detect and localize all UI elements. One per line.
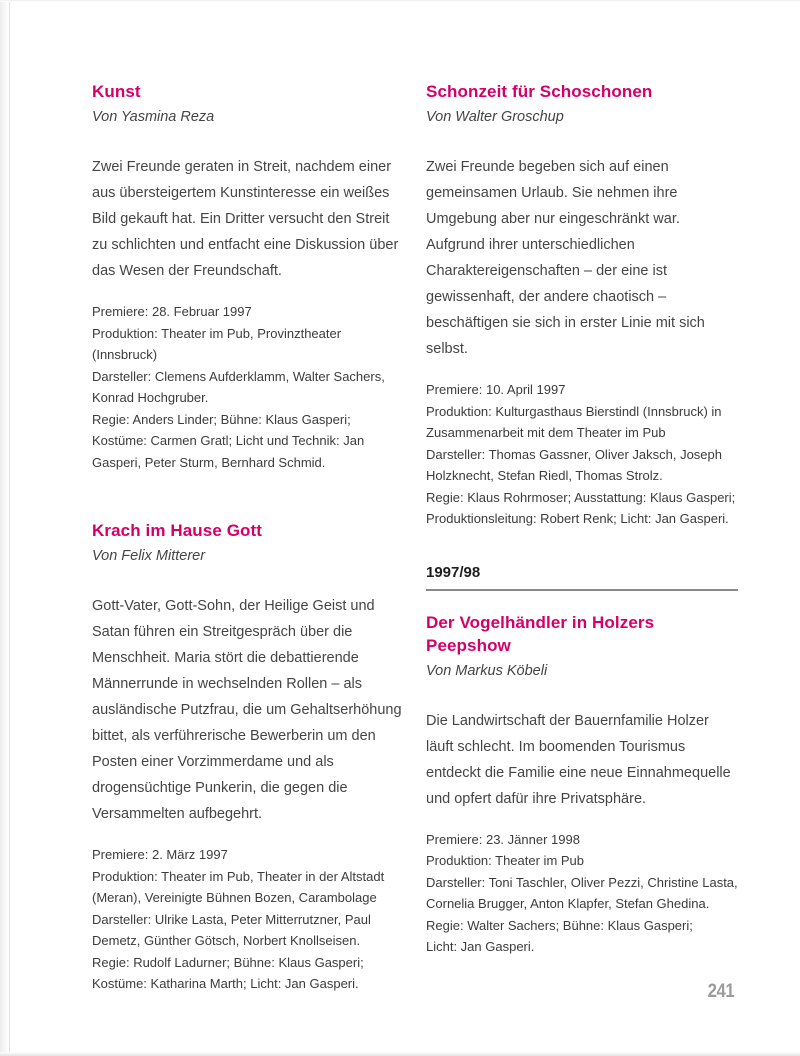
play-title: Schonzeit für Schoschonen	[426, 82, 653, 101]
page-edge-bottom	[0, 1052, 800, 1056]
play-synopsis: Zwei Freunde geraten in Streit, nachdem einer aus übersteigertem Kunstinteresse ein weißes Bild gekauft hat. Ein Dritter versucht den Streit zu schlichten und entfacht eine Diskussion über das Wesen der Freundschaft.	[92, 159, 399, 279]
play-entry-vogelhaendler	[426, 611, 738, 958]
credit-line-produktionsleitung: Produktionsleitung: Robert Renk; Licht: Jan Gasperi.	[426, 511, 729, 526]
play-entry-krach-im-hause-gott	[92, 519, 404, 995]
credit-line-kostueme: Kostüme: Katharina Marth; Licht: Jan Gasperi.	[92, 976, 359, 991]
play-credits	[426, 829, 738, 958]
page-edge-left	[0, 0, 10, 1056]
credit-line-kostueme: Kostüme: Carmen Gratl; Licht und Technik: Jan Gasperi, Peter Sturm, Bernhard Schmid.	[92, 433, 365, 470]
credit-line-premiere: Premiere: 2. März 1997	[92, 847, 228, 862]
play-credits	[92, 301, 404, 473]
credit-line-premiere: Premiere: 23. Jänner 1998	[426, 831, 580, 847]
play-synopsis: Die Landwirtschaft der Bauernfamilie Holzer läuft schlecht. Im boomenden Tourismus entdeckt die Familie eine neue Einnahmequelle und opfert dafür ihre Privatsphäre.	[426, 712, 731, 807]
credit-line-regie: Regie: Walter Sachers; Bühne: Klaus Gasperi;	[426, 917, 693, 933]
play-byline: Von Yasmina Reza	[92, 109, 215, 125]
credit-line-licht: Licht: Jan Gasperi.	[426, 939, 535, 954]
page-edge-top	[0, 0, 800, 2]
play-synopsis: Zwei Freunde begeben sich auf einen gemeinsamen Urlaub. Sie nehmen ihre Umgebung aber nur eingeschränkt war. Aufgrund ihrer unterschiedlichen Charaktereigenschaften – der eine ist gewissenhaft, der andere chaotisch – beschäftigen sie sich in erster Linie mit sich selbst.	[426, 159, 705, 357]
play-byline: Von Felix Mitterer	[92, 548, 206, 564]
play-entry-schonzeit	[426, 80, 738, 530]
credit-line-regie: Regie: Klaus Rohrmoser; Ausstattung: Klaus Gasperi;	[426, 489, 736, 505]
play-credits	[92, 844, 404, 995]
credit-line-produktion: Produktion: Theater im Pub, Provinztheater (Innsbruck)	[92, 325, 342, 362]
page-number: 241	[707, 981, 734, 1002]
credit-line-regie: Regie: Rudolf Ladurner; Bühne: Klaus Gasperi;	[92, 954, 364, 970]
credit-line-produktion: Produktion: Theater im Pub, Theater in der Altstadt (Meran), Vereinigte Bühnen Bozen, Carambolage	[92, 868, 385, 905]
credit-line-regie: Regie: Anders Linder; Bühne: Klaus Gasperi;	[92, 411, 351, 427]
play-synopsis: Gott-Vater, Gott-Sohn, der Heilige Geist und Satan führen ein Streitgespräch über die Menschheit. Maria stört die debattierende Männerrunde in wechselnden Rollen – als ausländische Putzfrau, die um Gehaltserhöhung bittet, als verführerische Bewerberin um den Posten einer Vorzimmerdame und als drogensüchtige Punkerin, die gegen die Versammelten aufbegehrt.	[92, 598, 402, 822]
credit-line-darsteller: Darsteller: Clemens Aufderklamm, Walter Sachers, Konrad Hochgruber.	[92, 368, 385, 405]
left-column	[92, 80, 404, 995]
play-title: Krach im Hause Gott	[92, 521, 263, 540]
credit-line-premiere: Premiere: 28. Februar 1997	[92, 304, 252, 319]
credit-line-darsteller: Darsteller: Toni Taschler, Oliver Pezzi, Christine Lasta, Cornelia Brugger, Anton Klapfer, Stefan Ghedina.	[426, 874, 738, 911]
play-credits	[426, 379, 738, 530]
credit-line-darsteller: Darsteller: Thomas Gassner, Oliver Jaksch, Joseph Holzknecht, Stefan Riedl, Thomas Strolz.	[426, 446, 722, 483]
play-title: Kunst	[92, 82, 141, 101]
credit-line-darsteller: Darsteller: Ulrike Lasta, Peter Mitterrutzner, Paul Demetz, Günther Götsch, Norbert Knollseisen.	[92, 911, 371, 948]
play-byline: Von Markus Köbeli	[426, 662, 548, 679]
play-byline: Von Walter Groschup	[426, 109, 564, 125]
credit-line-produktion: Produktion: Theater im Pub	[426, 853, 585, 868]
right-column	[426, 80, 738, 958]
season-label: 1997/98	[426, 563, 481, 581]
play-entry-kunst	[92, 80, 404, 473]
season-header	[426, 564, 738, 591]
credit-line-produktion: Produktion: Kulturgasthaus Bierstindl (Innsbruck) in Zusammenarbeit mit dem Theater im Pub	[426, 403, 722, 440]
play-title: Der Vogelhändler in Holzers Peepshow	[426, 612, 655, 655]
credit-line-premiere: Premiere: 10. April 1997	[426, 382, 566, 397]
